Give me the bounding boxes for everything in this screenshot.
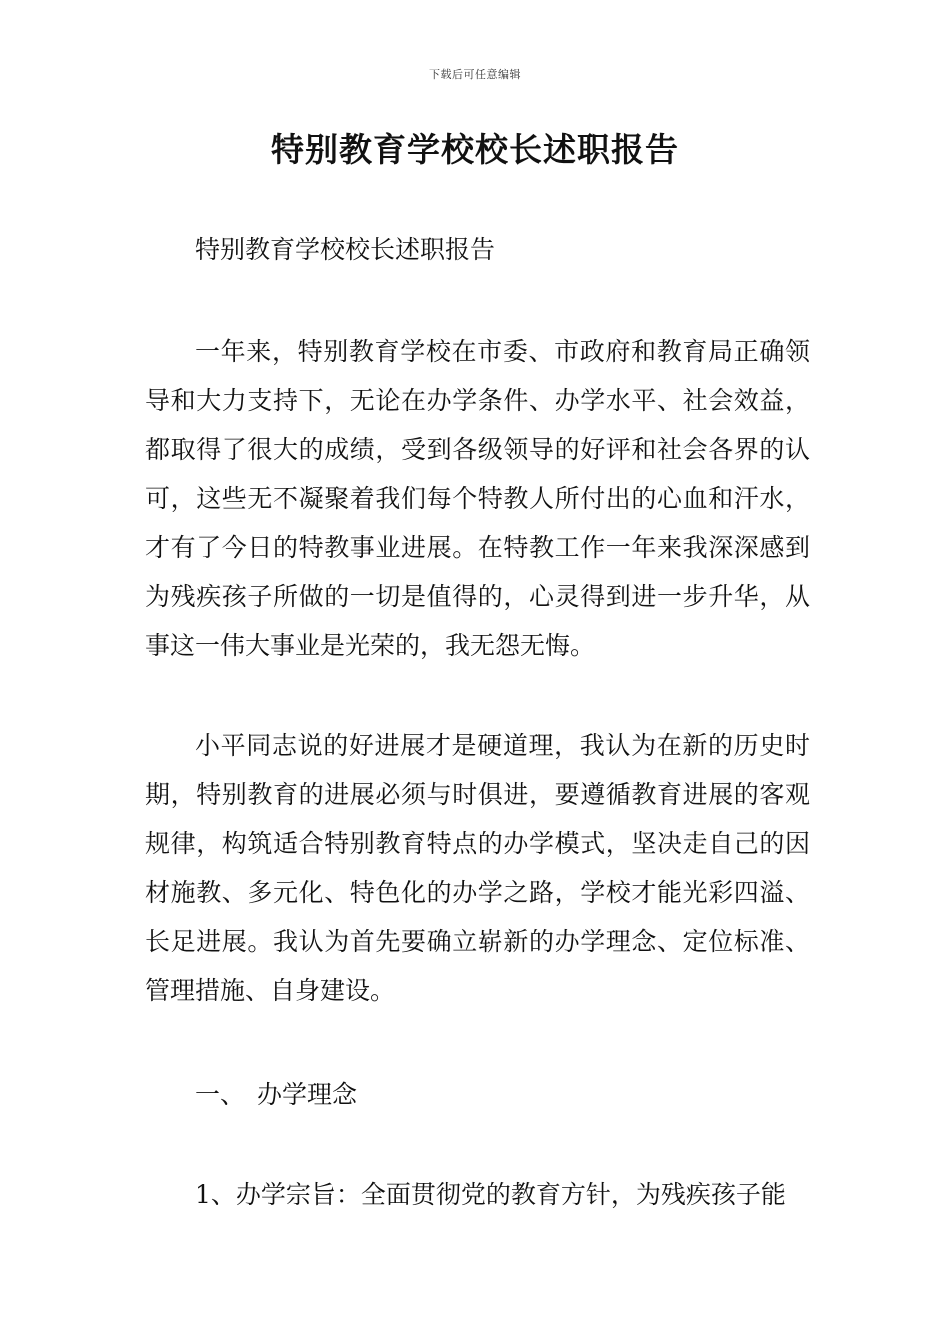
section-heading (145, 1070, 810, 1119)
list-item-1: 1、办学宗旨：全面贯彻党的教育方针，为残疾孩子能 (195, 1180, 786, 1209)
section-heading-label: 办学理念 (257, 1080, 358, 1109)
paragraph-2: 小平同志说的好进展才是硬道理，我认为在新的历史时期，特别教育的进展必须与时俱进，要遵循教育进展的客观规律，构筑适合特别教育特点的办学模式，坚决走自己的因材施教、多元化、特色化的办学之路，学校才能光彩四溢、长足进展。我认为首先要确立崭新的办学理念、定位标准、管理措施、自身建设。 (145, 731, 810, 1005)
subtitle-line: 特别教育学校校长述职报告 (195, 235, 496, 264)
section-heading-number: 一、 (195, 1080, 246, 1109)
document-title: 特别教育学校校长述职报告 (271, 130, 679, 169)
header-note: 下载后可任意编辑 (429, 68, 521, 81)
paragraph-1: 一年来，特别教育学校在市委、市政府和教育局正确领导和大力支持下，无论在办学条件、办学水平、社会效益，都取得了很大的成绩，受到各级领导的好评和社会各界的认可，这些无不凝聚着我们每个特教人所付出的心血和汗水，才有了今日的特教事业进展。在特教工作一年来我深深感到为残疾孩子所做的一切是值得的，心灵得到进一步升华，从事这一伟大事业是光荣的，我无怨无悔。 (145, 337, 810, 660)
